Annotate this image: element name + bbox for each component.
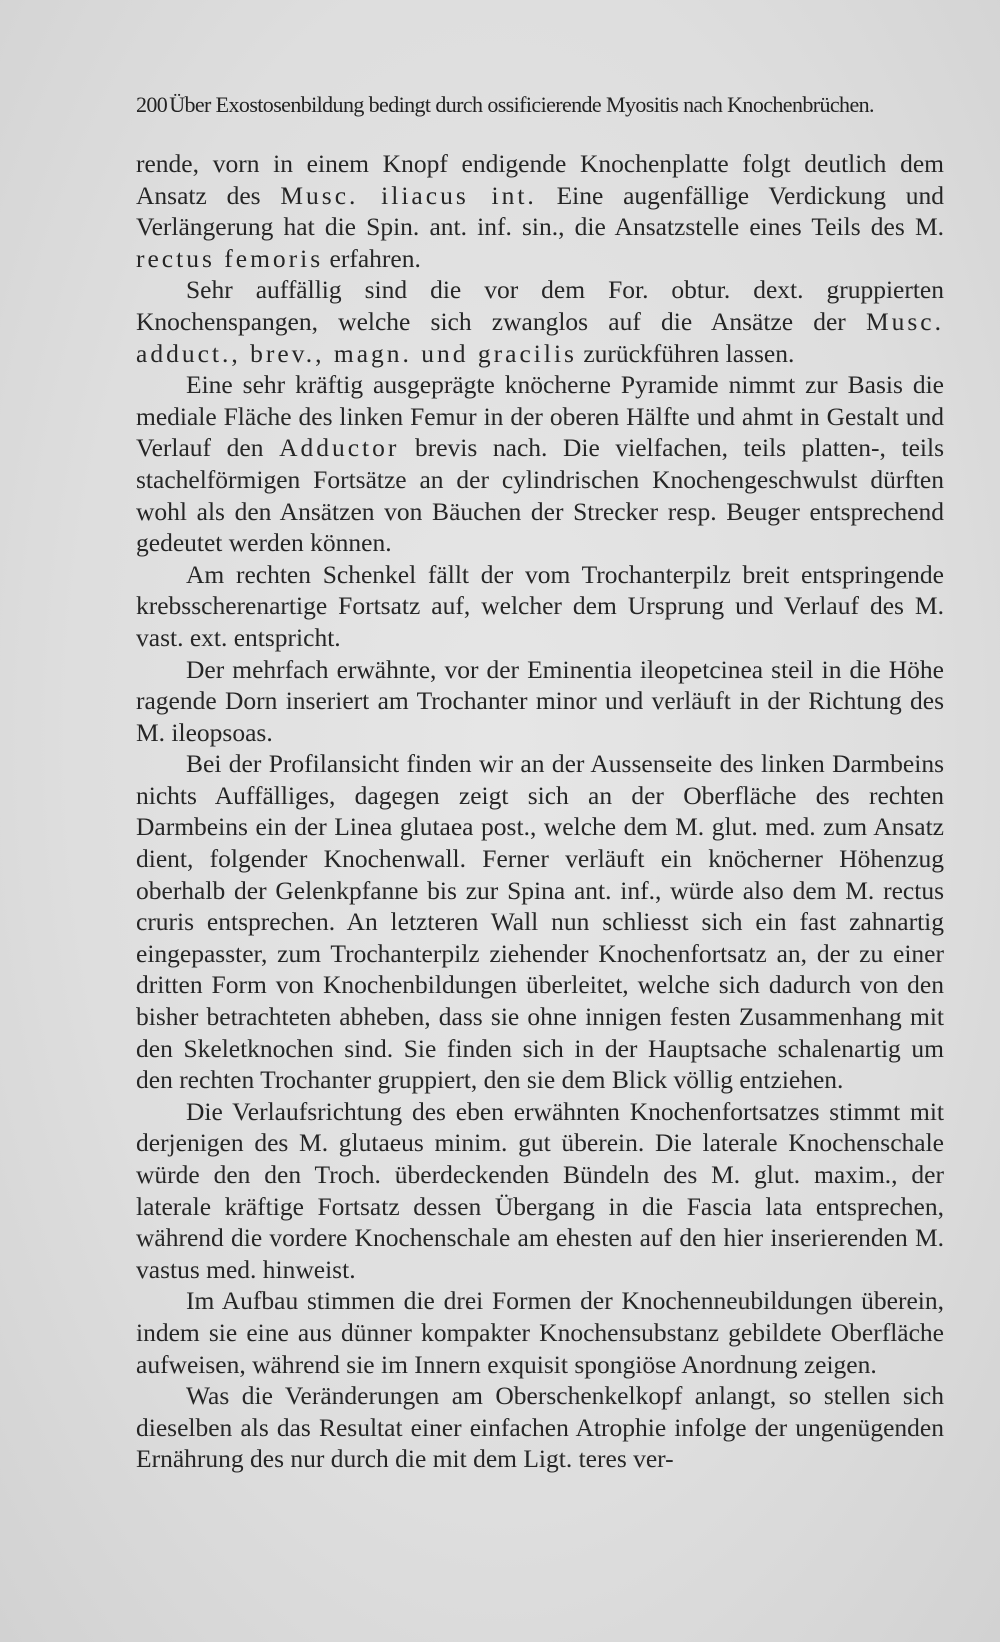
text-run: brevis nach. Die vielfachen, teils platten-, teils stachelförmigen Fortsätze an der cylindrischen Knochengeschwulst dürften wohl als den Ansätzen von Bäuchen der Strecker resp. Beuger entsprechend gedeutet werden können. — [136, 433, 944, 558]
page-number: 200 — [136, 92, 168, 117]
spaced-term: rectus femoris — [136, 243, 324, 273]
paragraph — [136, 559, 944, 654]
text-run: Eine sehr kräftig ausgeprägte knöcherne Pyramide nimmt zur Basis die mediale Fläche des linken Femur in der oberen Hälfte und ahmt in Gestalt und Verlauf den — [136, 370, 944, 463]
text-run: Bei der Profilansicht finden wir an der Aussenseite des linken Darmbeins nichts Auffälliges, dagegen zeigt sich an der Oberfläche des rechten Darmbeins ein der Linea glutaea post., welche dem M. glut. med. zum Ansatz dient, folgender Knochenwall. Ferner verläuft ein knöcherner Höhenzug oberhalb der Gelenkpfanne bis zur Spina ant. inf., würde also dem M. rectus cruris entsprechen. An letzteren Wall nun schliesst sich ein fast zahnartig eingepasster, zum Trochanterpilz ziehender Knochenfortsatz an, der zu einer dritten Form von Knochenbildungen überleitet, welche sich dadurch von den bisher betrachteten abheben, dass sie ohne innigen festen Zusammenhang mit den Skeletknochen sind. Sie finden sich in der Hauptsache schalenartig um den rechten Trochanter gruppiert, den sie dem Blick völlig entziehen. — [136, 749, 944, 1095]
paragraph — [136, 654, 944, 749]
text-run: Am rechten Schenkel fällt der vom Trochanterpilz breit entspringende krebsscherenartige Fortsatz auf, welcher dem Ursprung und Verlauf des M. vast. ext. entspricht. — [136, 559, 944, 652]
paragraph — [136, 748, 944, 1096]
text-run: Im Aufbau stimmen die drei Formen der Knochenneubildungen überein, indem sie eine aus dünner kompakter Knochensubstanz gebildete Oberfläche aufweisen, während sie im Innern exquisit spongiöse Anordnung zeigen. — [136, 1286, 944, 1379]
text-run: erfahren. — [323, 243, 421, 273]
text-run: zurückführen lassen. — [576, 338, 795, 368]
paragraph — [136, 274, 944, 369]
paragraph — [136, 1096, 944, 1286]
body-text — [136, 148, 944, 1475]
paragraph — [136, 1380, 944, 1475]
spaced-term: Musc. iliacus int. — [280, 180, 537, 210]
text-run: Eine augenfällige Verdickung und Verlängerung hat die Spin. ant. inf. sin., die Ansatzstelle eines Teils des M. — [136, 180, 944, 242]
paragraph — [136, 148, 944, 274]
text-run: Was die Veränderungen am Oberschenkelkopf anlangt, so stellen sich dieselben als das Resultat einer einfachen Atrophie infolge der ungenügenden Ernährung des nur durch die mit dem Ligt. teres ver- — [136, 1381, 944, 1474]
text-run: Der mehrfach erwähnte, vor der Eminentia ileopetcinea steil in die Höhe ragende Dorn inseriert am Trochanter minor und verläuft in der Richtung des M. ileopsoas. — [136, 654, 944, 747]
running-title: Über Exostosenbildung bedingt durch ossificierende Myositis nach Knochenbrüchen. — [169, 92, 874, 117]
text-run: Die Verlaufsrichtung des eben erwähnten Knochenfortsatzes stimmt mit derjenigen des M. glutaeus minim. gut überein. Die laterale Knochenschale würde den den Troch. überdeckenden Bündeln des M. glut. maxim., der laterale kräftige Fortsatz dessen Übergang in die Fascia lata entsprechen, während die vordere Knochenschale am ehesten auf den hier inserierenden M. vastus med. hinweist. — [136, 1096, 944, 1284]
running-header — [136, 92, 948, 118]
paragraph — [136, 1285, 944, 1380]
spaced-term: Musc. adduct., brev., magn. und gracilis — [136, 306, 944, 368]
paragraph — [136, 369, 944, 559]
spaced-term: Adductor — [279, 433, 400, 463]
text-run: Sehr auffällig sind die vor dem For. obtur. dext. gruppierten Knochenspangen, welche sich zwanglos auf die Ansätze der — [136, 275, 944, 336]
text-run: rende, vorn in einem Knopf endigende Knochenplatte folgt deutlich dem Ansatz des — [136, 149, 944, 210]
